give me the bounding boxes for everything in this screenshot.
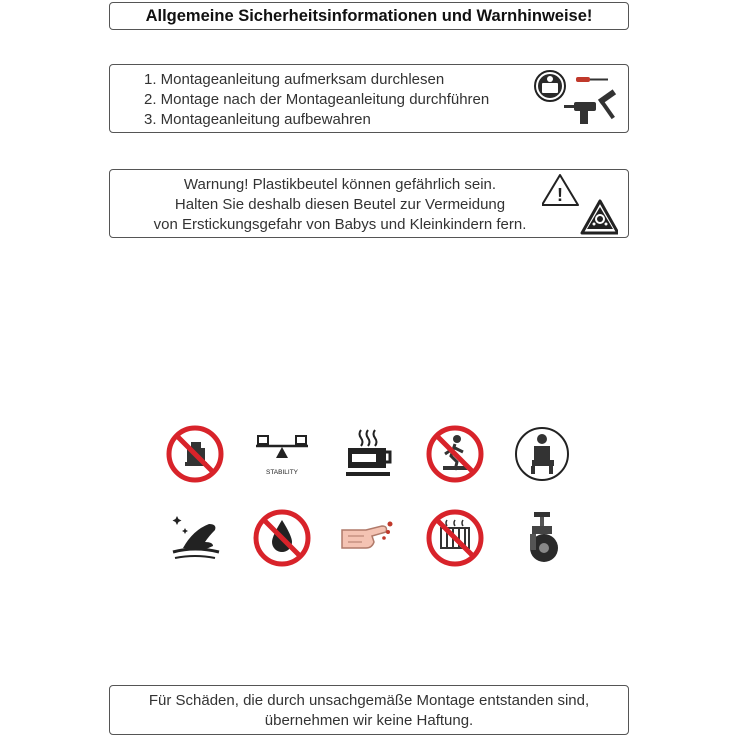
disclaimer-line: übernehmen wir keine Haftung. — [264, 712, 474, 729]
finger-injury-icon — [338, 508, 398, 568]
assembly-steps-box — [109, 64, 629, 133]
warning-box — [109, 169, 629, 238]
warning-line: Warnung! Plastikbeutel können gefährlich sein. — [183, 176, 497, 193]
baby-suffocation-icon — [582, 201, 618, 233]
no-heat-radiator-icon — [425, 508, 485, 568]
hammer-icon — [598, 89, 616, 119]
stability-icon — [252, 424, 312, 484]
step-item: 1. Montageanleitung aufmerksam durchlesen — [144, 71, 445, 88]
page-title: Allgemeine Sicherheitsinformationen und Warnhinweise! — [145, 7, 593, 25]
step-item: 3. Montageanleitung aufbewahren — [144, 111, 371, 128]
warning-icons — [542, 173, 618, 235]
stability-label: STABILITY — [265, 469, 299, 476]
read-manual-icon — [535, 71, 565, 101]
title-box — [109, 2, 629, 30]
warning-line: von Erstickungsgefahr von Babys und Kleinkindern fern. — [153, 216, 527, 233]
safety-symbols-grid — [160, 422, 580, 572]
no-heavy-load-icon — [165, 424, 225, 484]
warning-triangle-icon — [542, 175, 578, 205]
liability-disclaimer-box — [109, 685, 629, 735]
cleaning-hand-icon — [165, 508, 225, 568]
no-climbing-icon — [425, 424, 485, 484]
step-item: 2. Montage nach der Montageanleitung durchführen — [144, 91, 490, 108]
disclaimer-line: Für Schäden, die durch unsachgemäße Montage entstanden sind, — [148, 692, 590, 709]
steps-list — [144, 70, 489, 130]
tools-icon — [532, 68, 622, 130]
svg-text:!: ! — [557, 185, 563, 205]
warning-text — [110, 175, 570, 235]
hot-drink-icon — [338, 424, 398, 484]
caster-wheel-icon — [512, 508, 572, 568]
seated-person-icon — [512, 424, 572, 484]
drill-icon — [564, 102, 596, 124]
warning-line: Halten Sie deshalb diesen Beutel zur Vermeidung — [174, 196, 506, 213]
screwdriver-icon — [576, 77, 608, 82]
no-liquid-icon — [252, 508, 312, 568]
